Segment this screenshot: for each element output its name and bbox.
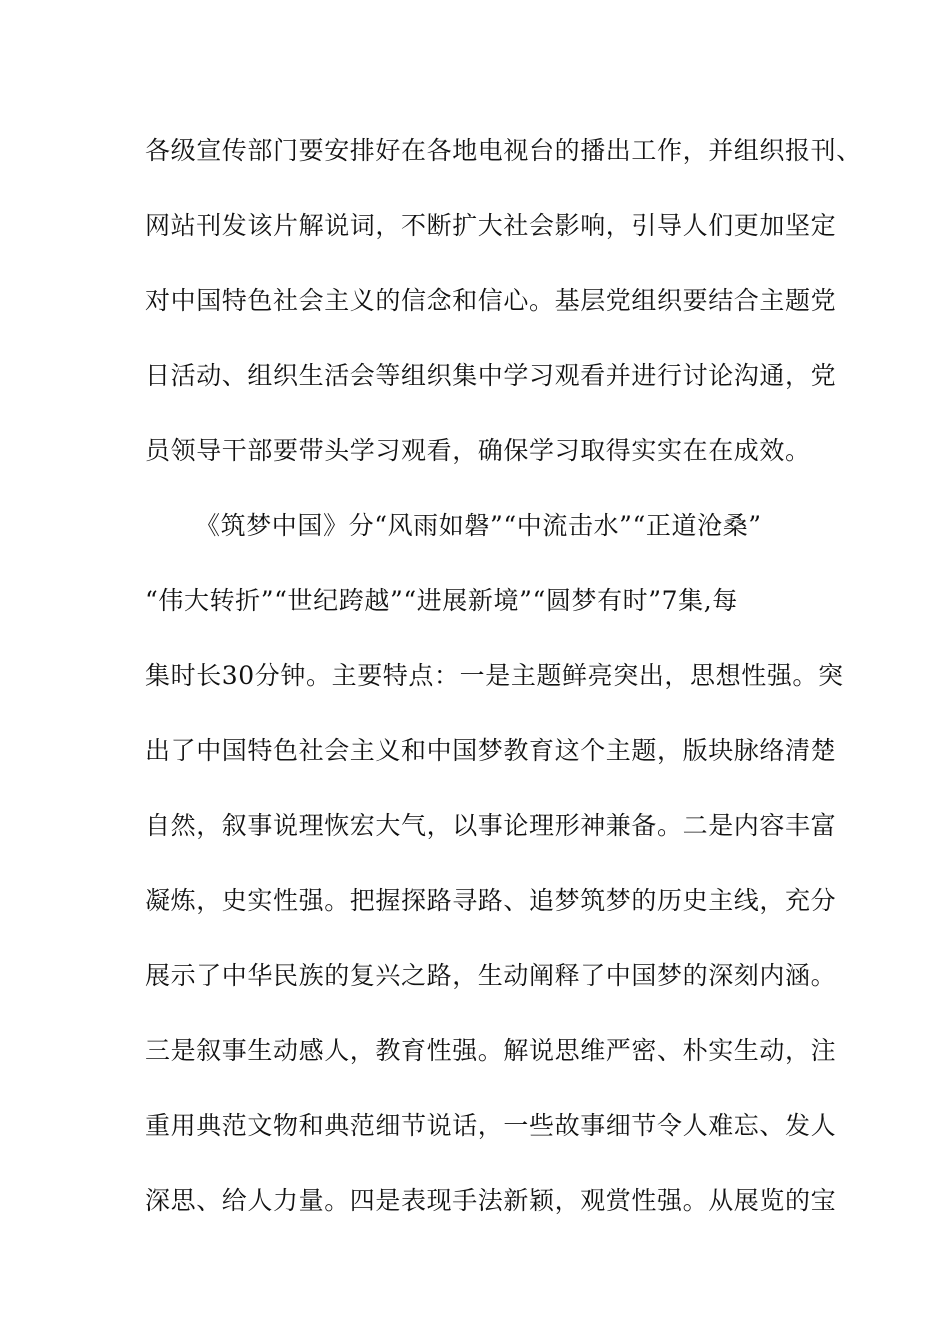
text-line-14: 重用典范文物和典范细节说话，一些故事细节令人难忘、发人: [145, 1111, 837, 1140]
text-line-6: 《筑梦中国》分“风雨如磐”“中流击水”“正道沧桑”: [195, 511, 762, 540]
text-line-9: 出了中国特色社会主义和中国梦教育这个主题，版块脉络清楚: [145, 736, 837, 765]
text-line-10: 自然，叙事说理恢宏大气，以事论理形神兼备。二是内容丰富: [145, 811, 837, 840]
text-line-4: 日活动、组织生活会等组织集中学习观看并进行讨论沟通，党: [145, 361, 837, 390]
text-line-12: 展示了中华民族的复兴之路，生动阐释了中国梦的深刻内涵。: [145, 961, 837, 990]
text-line-3: 对中国特色社会主义的信念和信心。基层党组织要结合主题党: [145, 286, 837, 315]
text-line-1: 各级宣传部门要安排好在各地电视台的播出工作，并组织报刊、: [145, 136, 862, 165]
text-line-7: “伟大转折”“世纪跨越”“进展新境”“圆梦有时”7集,每: [145, 586, 738, 615]
text-line-8: 集时长30分钟。主要特点：一是主题鲜亮突出，思想性强。突: [145, 661, 844, 690]
text-line-13: 三是叙事生动感人，教育性强。解说思维严密、朴实生动，注: [145, 1036, 837, 1065]
text-line-5: 员领导干部要带头学习观看，确保学习取得实实在在成效。: [145, 436, 811, 465]
text-line-15: 深思、给人力量。四是表现手法新颖，观赏性强。从展览的宝: [145, 1186, 837, 1215]
text-line-2: 网站刊发该片解说词，不断扩大社会影响，引导人们更加坚定: [145, 211, 837, 240]
text-line-11: 凝炼，史实性强。把握探路寻路、追梦筑梦的历史主线，充分: [145, 886, 837, 915]
